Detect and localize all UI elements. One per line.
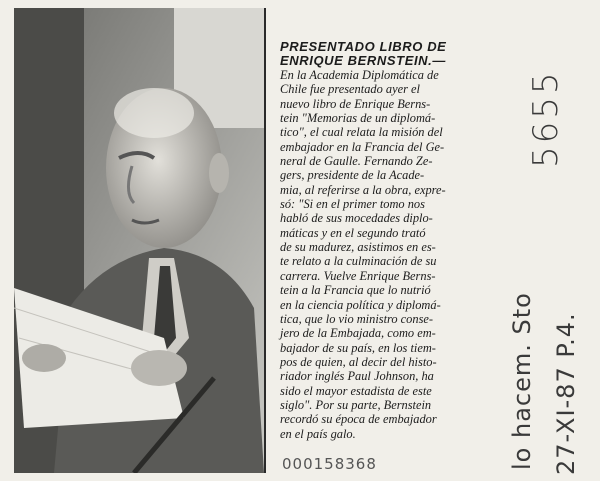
- body-line: habló de sus mocedades diplo-: [280, 211, 433, 226]
- body-line: carrera. Vuelve Enrique Berns-: [280, 268, 436, 283]
- body-line: neral de Gaulle. Fernando Ze-: [280, 154, 433, 169]
- article-column: [280, 40, 502, 441]
- body-line: te relato a la culminación de su: [280, 254, 437, 269]
- body-line: gers, presidente de la Acade-: [280, 168, 425, 183]
- body-line: recordó su época de embajador: [280, 412, 437, 427]
- body-line: de su madurez, asistimos en es-: [280, 240, 436, 255]
- body-line: tico", el cual relata la misión del: [280, 125, 443, 140]
- body-line: máticas y en el segundo trató: [280, 225, 426, 240]
- body-line: en el país galo.: [280, 426, 356, 441]
- archive-stamp-number: 000158368: [282, 455, 377, 473]
- body-line: tein "Memorias de un diplomá-: [280, 111, 436, 126]
- headline-line-1: PRESENTADO LIBRO DE: [280, 39, 447, 54]
- body-line: sido el mayor estadista de este: [280, 383, 432, 398]
- body-line: embajador en la Francia del Ge-: [280, 139, 445, 154]
- body-line: tein a la Francia que lo nutrió: [280, 283, 431, 298]
- body-line: mia, al referirse a la obra, expre-: [280, 182, 446, 197]
- portrait-image: [14, 8, 264, 473]
- body-line: En la Academia Diplomática de: [280, 68, 439, 82]
- body-line: Chile fue presentado ayer el: [280, 82, 420, 97]
- body-line: bajador de su país, en los tiem-: [280, 340, 436, 355]
- body-line: só: "Si en el primer tomo nos: [280, 197, 425, 212]
- headline-line-2: ENRIQUE BERNSTEIN.—: [280, 53, 446, 68]
- handwritten-note: lo hacem. Sto: [508, 292, 536, 470]
- body-line: en la ciencia política y diplomá-: [280, 297, 441, 312]
- body-line: siglo". Por su parte, Bernstein: [280, 397, 432, 412]
- body-line: riador inglés Paul Johnson, ha: [280, 369, 434, 384]
- body-line: pos de quien, al decir del histo-: [280, 354, 437, 369]
- body-line: tica, que lo vio ministro conse-: [280, 311, 434, 326]
- body-line: jero de la Embajada, como em-: [280, 326, 436, 341]
- portrait-photo: [14, 8, 266, 473]
- handwritten-date: 27-XI-87 P.4.: [552, 312, 580, 475]
- body-line: nuevo libro de Enrique Berns-: [280, 96, 431, 111]
- handwritten-code: 5655: [526, 69, 566, 168]
